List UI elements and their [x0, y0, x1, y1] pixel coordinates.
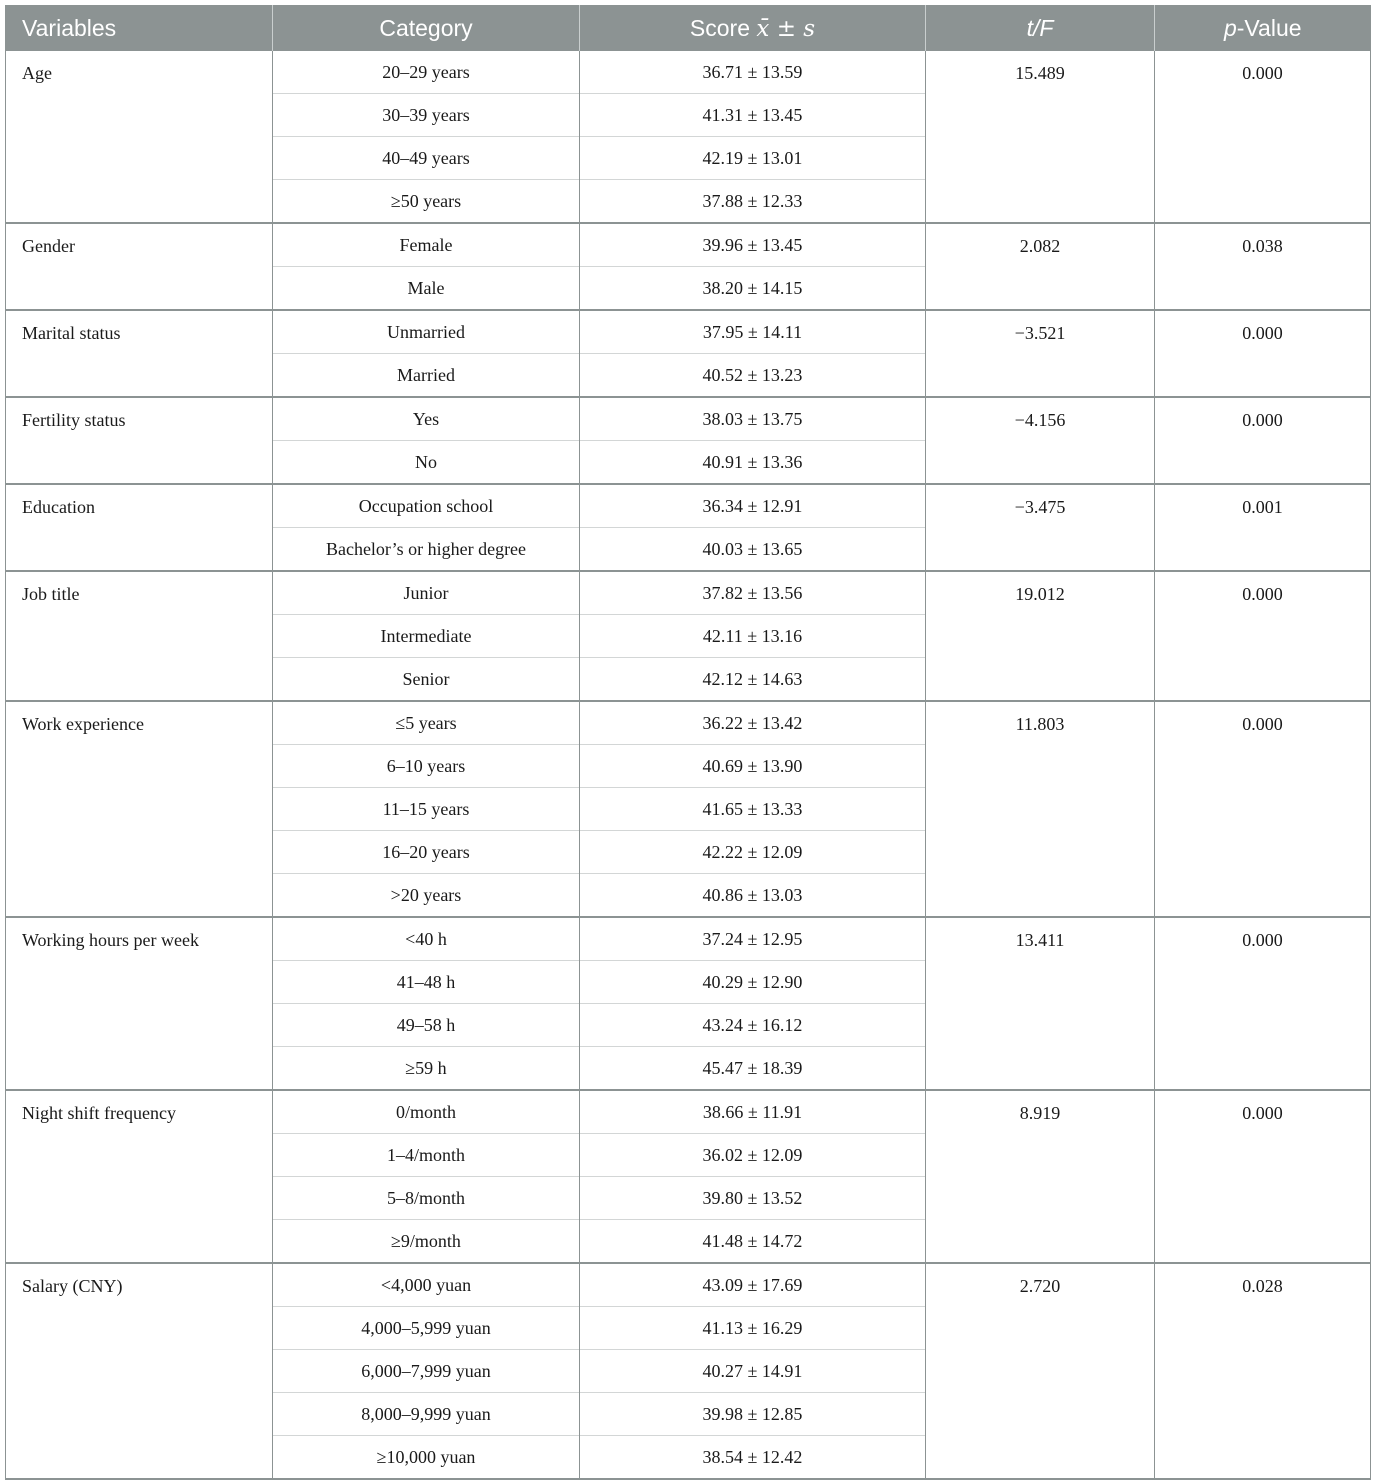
category-cell: 6–10 years	[273, 745, 580, 788]
score-cell: 38.66 ± 11.91	[580, 1090, 926, 1134]
score-cell: 41.13 ± 16.29	[580, 1307, 926, 1350]
p-value-cell: 0.000	[1155, 571, 1371, 701]
category-cell: Married	[273, 354, 580, 398]
score-cell: 36.71 ± 13.59	[580, 51, 926, 94]
category-cell: >20 years	[273, 874, 580, 918]
score-cell: 38.20 ± 14.15	[580, 267, 926, 311]
category-cell: ≤5 years	[273, 701, 580, 745]
t-f-cell: 2.082	[926, 223, 1155, 310]
category-cell: 11–15 years	[273, 788, 580, 831]
score-table-container	[5, 5, 1370, 1480]
category-cell: 16–20 years	[273, 831, 580, 874]
category-cell: Yes	[273, 397, 580, 441]
score-cell: 42.19 ± 13.01	[580, 137, 926, 180]
category-cell: <40 h	[273, 917, 580, 961]
header-variables: Variables	[6, 5, 273, 51]
table-row	[6, 1090, 1371, 1134]
header-row	[6, 5, 1371, 51]
score-cell: 40.52 ± 13.23	[580, 354, 926, 398]
category-cell: Unmarried	[273, 310, 580, 354]
score-comparison-table	[5, 5, 1371, 1480]
score-cell: 41.31 ± 13.45	[580, 94, 926, 137]
score-cell: 45.47 ± 18.39	[580, 1047, 926, 1091]
category-cell: ≥50 years	[273, 180, 580, 224]
score-cell: 40.29 ± 12.90	[580, 961, 926, 1004]
category-cell: 49–58 h	[273, 1004, 580, 1047]
category-cell: 30–39 years	[273, 94, 580, 137]
header-p-italic: p	[1223, 14, 1237, 41]
category-cell: ≥59 h	[273, 1047, 580, 1091]
category-cell: 40–49 years	[273, 137, 580, 180]
p-value-cell: 0.001	[1155, 484, 1371, 571]
table-row	[6, 571, 1371, 615]
t-f-cell: −3.521	[926, 310, 1155, 397]
variable-cell: Fertility status	[6, 397, 273, 484]
score-cell: 37.82 ± 13.56	[580, 571, 926, 615]
score-cell: 37.95 ± 14.11	[580, 310, 926, 354]
variable-cell: Night shift frequency	[6, 1090, 273, 1263]
variable-cell: Working hours per week	[6, 917, 273, 1090]
category-cell: Intermediate	[273, 615, 580, 658]
table-row	[6, 310, 1371, 354]
table-row	[6, 51, 1371, 94]
category-cell: 6,000–7,999 yuan	[273, 1350, 580, 1393]
t-f-cell: 2.720	[926, 1263, 1155, 1479]
p-value-cell: 0.000	[1155, 310, 1371, 397]
variable-cell: Salary (CNY)	[6, 1263, 273, 1479]
score-cell: 40.03 ± 13.65	[580, 528, 926, 572]
category-cell: Female	[273, 223, 580, 267]
score-cell: 40.27 ± 14.91	[580, 1350, 926, 1393]
variable-cell: Age	[6, 51, 273, 223]
table-row	[6, 1263, 1371, 1307]
p-value-cell: 0.000	[1155, 917, 1371, 1090]
category-cell: 20–29 years	[273, 51, 580, 94]
category-cell: Occupation school	[273, 484, 580, 528]
category-cell: Bachelor’s or higher degree	[273, 528, 580, 572]
score-cell: 40.91 ± 13.36	[580, 441, 926, 485]
score-cell: 37.24 ± 12.95	[580, 917, 926, 961]
score-cell: 38.03 ± 13.75	[580, 397, 926, 441]
t-f-cell: −3.475	[926, 484, 1155, 571]
header-p-value	[1155, 5, 1371, 51]
variable-cell: Marital status	[6, 310, 273, 397]
category-cell: 5–8/month	[273, 1177, 580, 1220]
category-cell: Senior	[273, 658, 580, 702]
p-value-cell: 0.000	[1155, 1090, 1371, 1263]
score-cell: 38.54 ± 12.42	[580, 1436, 926, 1480]
p-value-cell: 0.000	[1155, 51, 1371, 223]
variable-cell: Education	[6, 484, 273, 571]
p-value-cell: 0.028	[1155, 1263, 1371, 1479]
score-cell: 37.88 ± 12.33	[580, 180, 926, 224]
table-row	[6, 917, 1371, 961]
category-cell: <4,000 yuan	[273, 1263, 580, 1307]
header-category: Category	[273, 5, 580, 51]
score-cell: 41.48 ± 14.72	[580, 1220, 926, 1264]
table-row	[6, 397, 1371, 441]
header-t-f-label: t/F	[1026, 14, 1054, 41]
score-cell: 39.98 ± 12.85	[580, 1393, 926, 1436]
score-cell: 36.02 ± 12.09	[580, 1134, 926, 1177]
category-cell: ≥10,000 yuan	[273, 1436, 580, 1480]
category-cell: Junior	[273, 571, 580, 615]
category-cell: No	[273, 441, 580, 485]
score-cell: 42.22 ± 12.09	[580, 831, 926, 874]
p-value-cell: 0.038	[1155, 223, 1371, 310]
header-score-math: x̄ ± s	[756, 15, 816, 42]
variable-cell: Work experience	[6, 701, 273, 917]
score-cell: 36.34 ± 12.91	[580, 484, 926, 528]
t-f-cell: 8.919	[926, 1090, 1155, 1263]
category-cell: ≥9/month	[273, 1220, 580, 1264]
category-cell: 8,000–9,999 yuan	[273, 1393, 580, 1436]
header-p-rest: -Value	[1236, 14, 1302, 41]
header-score	[580, 5, 926, 51]
t-f-cell: 19.012	[926, 571, 1155, 701]
header-t-f	[926, 5, 1155, 51]
t-f-cell: 15.489	[926, 51, 1155, 223]
header-score-label: Score	[689, 14, 757, 41]
category-cell: 0/month	[273, 1090, 580, 1134]
category-cell: 41–48 h	[273, 961, 580, 1004]
variable-cell: Job title	[6, 571, 273, 701]
category-cell: Male	[273, 267, 580, 311]
t-f-cell: 11.803	[926, 701, 1155, 917]
t-f-cell: −4.156	[926, 397, 1155, 484]
score-cell: 42.11 ± 13.16	[580, 615, 926, 658]
table-row	[6, 484, 1371, 528]
t-f-cell: 13.411	[926, 917, 1155, 1090]
score-cell: 41.65 ± 13.33	[580, 788, 926, 831]
variable-cell: Gender	[6, 223, 273, 310]
p-value-cell: 0.000	[1155, 701, 1371, 917]
table-body	[6, 51, 1371, 1479]
table-row	[6, 223, 1371, 267]
score-cell: 43.24 ± 16.12	[580, 1004, 926, 1047]
score-cell: 40.86 ± 13.03	[580, 874, 926, 918]
score-cell: 39.80 ± 13.52	[580, 1177, 926, 1220]
score-cell: 43.09 ± 17.69	[580, 1263, 926, 1307]
score-cell: 36.22 ± 13.42	[580, 701, 926, 745]
category-cell: 1–4/month	[273, 1134, 580, 1177]
category-cell: 4,000–5,999 yuan	[273, 1307, 580, 1350]
p-value-cell: 0.000	[1155, 397, 1371, 484]
score-cell: 40.69 ± 13.90	[580, 745, 926, 788]
score-cell: 39.96 ± 13.45	[580, 223, 926, 267]
score-cell: 42.12 ± 14.63	[580, 658, 926, 702]
table-row	[6, 701, 1371, 745]
